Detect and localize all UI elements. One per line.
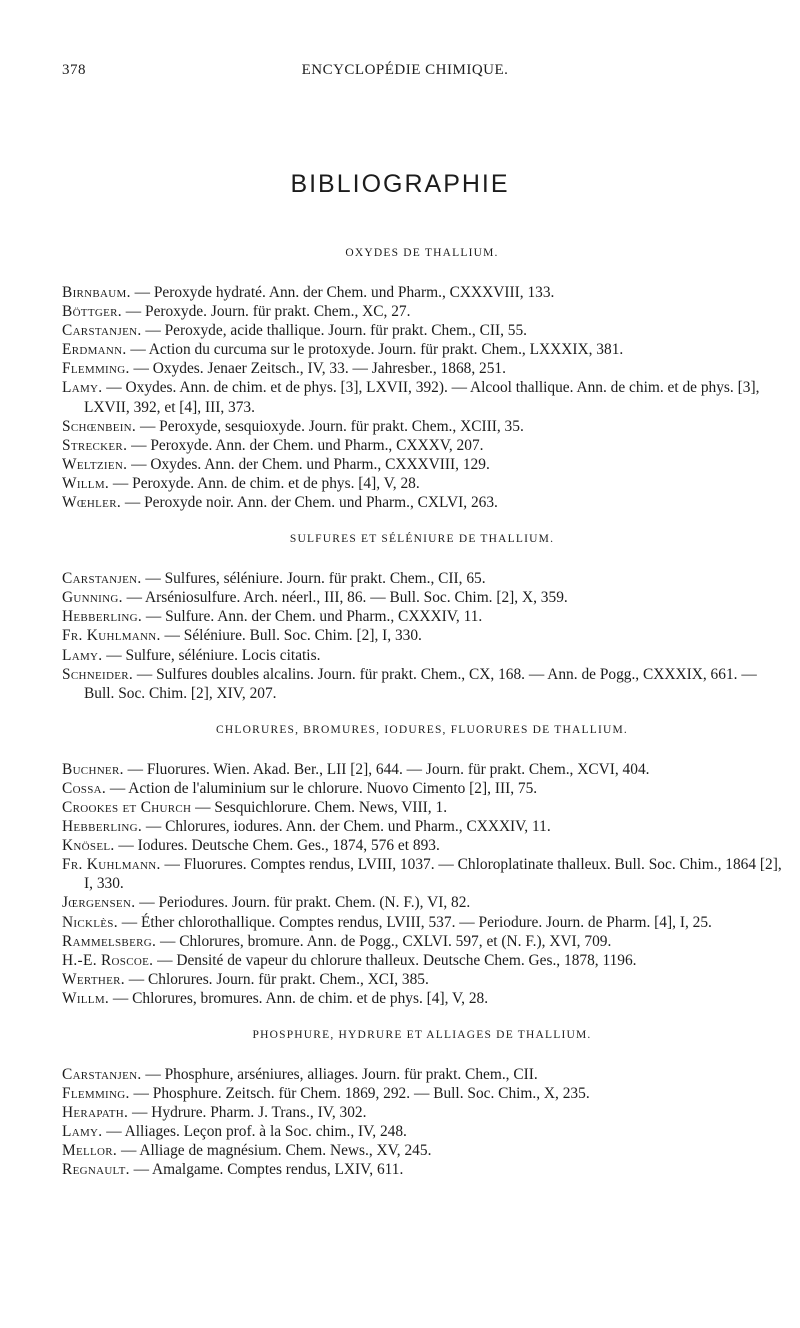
bibliography-entry (62, 493, 782, 512)
entry-text: — Action du curcuma sur le protoxyde. Journ. für prakt. Chem., LXXXIX, 381. (130, 341, 624, 359)
section-title: CHLORURES, BROMURES, IODURES, FLUORURES DE THALLIUM. (215, 723, 628, 736)
entry-author: Werther. (62, 970, 125, 988)
entry-author: Fr. Kuhlmann. (62, 627, 161, 645)
entry-author: Birnbaum. (62, 284, 131, 301)
entry-text: — Peroxyde. Ann. de chim. et de phys. [4], V, 28. (112, 474, 420, 492)
section-spacer (62, 1008, 782, 1026)
bibliography-entry (62, 646, 782, 665)
section-spacer (62, 703, 782, 721)
entry-author: Schœnbein. (62, 417, 137, 435)
bibliography-entry (62, 893, 782, 912)
entry-text: — Oxydes. Ann. de chim. et de phys. [3], LXVII, 392). — Alcool thallique. Ann. de chim. et de phys. [3], LXVII, 392, et [4], III, 373. (84, 379, 760, 416)
entry-author: Strecker. (62, 436, 128, 454)
entry-author: Flemming. (62, 1085, 130, 1103)
entry-author: Nicklès. (62, 913, 118, 931)
bibliography-entry (62, 1065, 782, 1084)
bibliography-entry (62, 417, 782, 436)
bibliography-entry (62, 626, 782, 645)
entry-text: — Phosphure. Zeitsch. für Chem. 1869, 292. — Bull. Soc. Chim., X, 235. (133, 1085, 590, 1103)
entry-text: — Periodures. Journ. für prakt. Chem. (N. F.), VI, 82. (139, 894, 471, 912)
entry-text: — Oxydes. Jenaer Zeitsch., IV, 33. — Jahresber., 1868, 251. (133, 360, 506, 378)
entry-text: — Chlorures, iodures. Ann. der Chem. und Pharm., CXXXIV, 11. (145, 818, 551, 836)
entry-text: — Peroxyde, sesquioxyde. Journ. für prakt. Chem., XCIII, 35. (139, 417, 524, 435)
entry-author: Böttger. (62, 303, 122, 321)
entry-text: — Peroxyde. Journ. für prakt. Chem., XC, 27. (125, 303, 411, 321)
bibliography-entry (62, 913, 782, 932)
entry-author: Lamy. (62, 646, 103, 664)
bibliography-entry (62, 989, 782, 1008)
entry-author: Schneider. (62, 665, 134, 683)
bibliography-body (62, 244, 782, 1180)
bibliography-entry (62, 302, 782, 321)
entry-text: — Fluorures. Wien. Akad. Ber., LII [2], 644. — Journ. für prakt. Chem., XCVI, 404. (127, 760, 650, 778)
entry-author: Lamy. (62, 1123, 103, 1141)
entry-text: — Action de l'aluminium sur le chlorure. Nuovo Cimento [2], III, 75. (109, 779, 538, 797)
entry-text: — Peroxyde hydraté. Ann. der Chem. und Pharm., CXXXVIII, 133. (134, 284, 555, 301)
entry-text: — Fluorures. Comptes rendus, LVIII, 1037. — Chloroplatinate thalleux. Bull. Soc. Chim., 1864 [2], I, 330. (84, 856, 782, 893)
entry-author: Willm. (62, 474, 110, 492)
entry-text: — Chlorures. Journ. für prakt. Chem., XCI, 385. (128, 970, 429, 988)
bibliography-entry (62, 817, 782, 836)
bibliography-entry (62, 779, 782, 798)
entry-text: — Éther chlorothallique. Comptes rendus, LVIII, 537. — Periodure. Journ. de Pharm. [4], I, 25. (121, 913, 712, 931)
bibliography-entry (62, 1122, 782, 1141)
entry-text: — Alliage de magnésium. Chem. News., XV, 245. (120, 1142, 432, 1160)
section-spacer (62, 549, 782, 569)
entry-author: H.-E. Roscoe. (62, 951, 154, 969)
entry-text: — Séléniure. Bull. Soc. Chim. [2], I, 330. (164, 627, 422, 645)
section-title: OXYDES DE THALLIUM. (345, 247, 499, 259)
bibliography-entry (62, 855, 782, 893)
bibliography-entry (62, 1160, 782, 1179)
entry-author: Gunning. (62, 589, 123, 607)
bibliography-entry (62, 455, 782, 474)
bibliography-entry (62, 569, 782, 588)
bibliography-entry (62, 283, 782, 302)
section-spacer (62, 740, 782, 760)
section-spacer (62, 263, 782, 283)
entry-author: Mellor. (62, 1142, 118, 1160)
entry-text: — Peroxyde. Ann. der Chem. und Pharm., CXXXV, 207. (131, 436, 484, 454)
entry-text: — Amalgame. Comptes rendus, LXIV, 611. (133, 1161, 404, 1179)
entry-author: Knösel. (62, 837, 115, 855)
bibliography-entry (62, 665, 782, 703)
bibliography-entry (62, 607, 782, 626)
entry-text: — Peroxyde noir. Ann. der Chem. und Pharm., CXLVI, 263. (124, 494, 498, 512)
entry-text: — Iodures. Deutsche Chem. Ges., 1874, 576 et 893. (118, 837, 440, 855)
entry-author: Cossa. (62, 779, 107, 797)
bibliography-entry (62, 951, 782, 970)
entry-author: Regnault. (62, 1161, 130, 1179)
entry-text: — Hydrure. Pharm. J. Trans., IV, 302. (132, 1104, 367, 1122)
entry-author: Willm. (62, 989, 110, 1007)
entry-text: — Phosphure, arséniures, alliages. Journ. für prakt. Chem., CII. (145, 1066, 538, 1083)
bibliography-entry (62, 340, 782, 359)
section-spacer (62, 512, 782, 530)
bibliography-entry (62, 1141, 782, 1160)
entry-author: Flemming. (62, 360, 130, 378)
bibliography-entry (62, 359, 782, 378)
entry-text: — Densité de vapeur du chlorure thalleux. Deutsche Chem. Ges., 1878, 1196. (157, 951, 637, 969)
entry-text: — Chlorures, bromure. Ann. de Pogg., CXLVI. 597, et (N. F.), XVI, 709. (159, 932, 612, 950)
entry-author: Herapath. (62, 1104, 129, 1122)
bibliography-entry (62, 588, 782, 607)
bibliography-entry (62, 1084, 782, 1103)
entry-text: — Sulfures, séléniure. Journ. für prakt. Chem., CII, 65. (145, 570, 486, 588)
bibliography-entry (62, 321, 782, 340)
entry-text: — Peroxyde, acide thallique. Journ. für prakt. Chem., CII, 55. (145, 322, 528, 340)
bibliography-entry (62, 970, 782, 989)
entry-author: Crookes et Church (62, 798, 192, 816)
page-number: 378 (62, 62, 86, 78)
bibliography-entry (62, 474, 782, 493)
entry-author: Carstanjen. (62, 1066, 142, 1083)
section-title: SULFURES ET SÉLÉNIURE DE THALLIUM. (289, 533, 555, 546)
bibliography-entry (62, 932, 782, 951)
entry-text: — Alliages. Leçon prof. à la Soc. chim., IV, 248. (106, 1123, 407, 1141)
entry-text: — Arséniosulfure. Arch. néerl., III, 86. — Bull. Soc. Chim. [2], X, 359. (126, 589, 568, 607)
page-header (62, 62, 748, 84)
entry-author: Hebberling. (62, 608, 142, 626)
entry-text: — Sulfures doubles alcalins. Journ. für prakt. Chem., CX, 168. — Ann. de Pogg., CXXXIX, 661. — Bull. Soc. Chim. [2], XIV, 207. (84, 665, 757, 702)
entry-author: Fr. Kuhlmann. (62, 856, 161, 874)
entry-author: Carstanjen. (62, 570, 142, 588)
bibliography-entry (62, 436, 782, 455)
entry-author: Lamy. (62, 379, 103, 397)
running-title: ENCYCLOPÉDIE CHIMIQUE. (301, 62, 509, 78)
entry-author: Rammelsberg. (62, 932, 157, 950)
entry-text: — Sesquichlorure. Chem. News, VIII, 1. (195, 798, 448, 816)
entry-author: Carstanjen. (62, 322, 142, 340)
entry-text: — Oxydes. Ann. der Chem. und Pharm., CXXXVIII, 129. (131, 455, 490, 473)
entry-author: Buchner. (62, 760, 124, 778)
bibliography-entry (62, 1103, 782, 1122)
entry-text: — Sulfure, séléniure. Locis citatis. (106, 646, 321, 664)
section-title: PHOSPHURE, HYDRURE ET ALLIAGES DE THALLIUM. (252, 1029, 592, 1041)
bibliography-entry (62, 378, 782, 416)
bibliography-entry (62, 798, 782, 817)
entry-author: Jœrgensen. (62, 894, 136, 912)
page-title: BIBLIOGRAPHIE (290, 170, 510, 198)
entry-author: Hebberling. (62, 818, 142, 836)
bibliography-entry (62, 836, 782, 855)
bibliography-entry (62, 760, 782, 779)
entry-author: Weltzien. (62, 455, 128, 473)
section-spacer (62, 1045, 782, 1065)
entry-author: Wœhler. (62, 494, 121, 512)
entry-author: Erdmann. (62, 341, 127, 359)
entry-text: — Chlorures, bromures. Ann. de chim. et de phys. [4], V, 28. (112, 989, 489, 1007)
entry-text: — Sulfure. Ann. der Chem. und Pharm., CXXXIV, 11. (145, 608, 483, 626)
